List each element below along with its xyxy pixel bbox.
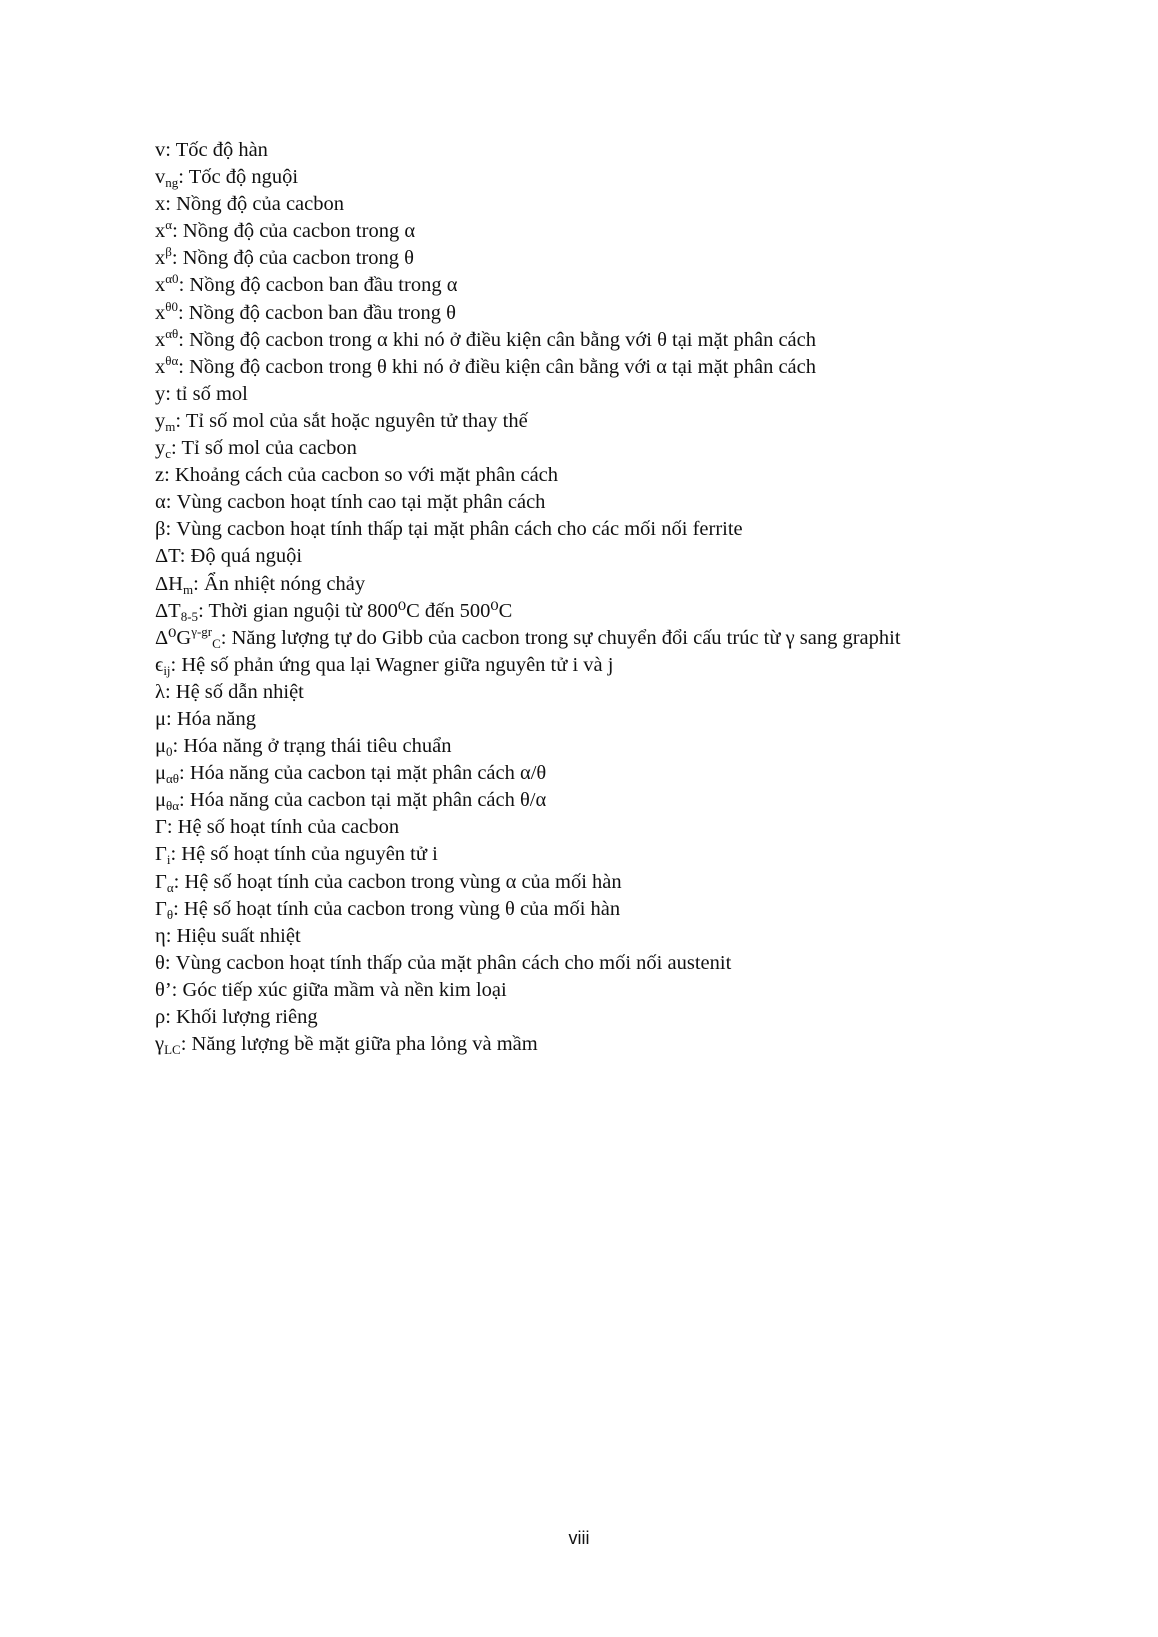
symbol-description: : Ẩn nhiệt nóng chảy xyxy=(193,572,366,595)
symbol-superscript: θα xyxy=(165,352,179,368)
symbol-row xyxy=(155,1004,1105,1031)
symbol-row xyxy=(155,598,1105,625)
symbol-description: : Nồng độ cacbon trong α khi nó ở điều kiện cân bằng với θ tại mặt phân cách xyxy=(178,328,817,351)
symbol-description: : Tỉ số mol của cacbon xyxy=(171,437,357,460)
symbol-description: : Vùng cacbon hoạt tính cao tại mặt phân cách xyxy=(165,491,546,514)
symbol-row xyxy=(155,191,1105,218)
symbol-subscript: C xyxy=(212,635,221,651)
symbol-row xyxy=(155,543,1105,570)
symbol: η xyxy=(155,924,166,947)
symbol: ΔT xyxy=(155,545,180,568)
symbol: Γ xyxy=(155,843,167,866)
symbol-description: : Tỉ số mol của sắt hoặc nguyên tử thay thế xyxy=(175,409,528,432)
symbol: μ xyxy=(155,735,166,758)
symbol-row xyxy=(155,950,1105,977)
symbol-description: : Hóa năng ở trạng thái tiêu chuẩn xyxy=(172,735,452,758)
symbol-row xyxy=(155,516,1105,543)
symbol-row xyxy=(155,760,1105,787)
symbol-row xyxy=(155,679,1105,706)
symbol: Δ⁰G xyxy=(155,626,192,649)
symbol-row xyxy=(155,245,1105,272)
symbol-subscript: ng xyxy=(165,175,179,191)
symbol: x xyxy=(155,220,166,243)
symbol-row xyxy=(155,272,1105,299)
symbol-description: : Nồng độ cacbon ban đầu trong θ xyxy=(177,301,456,324)
symbol-row xyxy=(155,787,1105,814)
symbol: ϵ xyxy=(155,653,164,676)
symbol: x xyxy=(155,328,166,351)
symbol: v xyxy=(155,166,166,189)
symbol-description: : Tốc độ hàn xyxy=(165,139,268,161)
symbol: ΔT xyxy=(155,599,181,622)
symbol: μ xyxy=(155,789,166,812)
symbol: y xyxy=(155,382,166,405)
symbol: Γ xyxy=(155,897,167,920)
symbol-superscript: γ-gr xyxy=(191,623,213,639)
symbol: λ xyxy=(155,680,165,703)
symbol: ρ xyxy=(155,1006,166,1028)
symbol-description: : Hiệu suất nhiệt xyxy=(165,924,301,947)
symbol-description: : Nồng độ cacbon trong θ khi nó ở điều kiện cân bằng với α tại mặt phân cách xyxy=(178,355,817,378)
symbol-description: : Hệ số hoạt tính của nguyên tử i xyxy=(170,843,438,866)
symbol-row xyxy=(155,137,1105,164)
symbol-subscript: ij xyxy=(163,662,171,678)
symbol: θ xyxy=(155,951,165,974)
symbol: x xyxy=(155,193,166,216)
symbol-row xyxy=(155,841,1105,868)
symbol-subscript: i xyxy=(166,852,171,868)
symbol: Γ xyxy=(155,870,167,893)
symbol-description: : Hệ số hoạt tính của cacbon trong vùng θ của mối hàn xyxy=(173,897,621,920)
symbol-subscript: c xyxy=(165,446,172,462)
symbol: x xyxy=(155,355,166,378)
symbol: ΔH xyxy=(155,572,183,595)
symbol: y xyxy=(155,437,166,460)
symbol-row xyxy=(155,218,1105,245)
symbol-row xyxy=(155,652,1105,679)
symbol: α xyxy=(155,491,166,514)
symbol-subscript: θ xyxy=(166,906,174,922)
symbol-description: : Tốc độ nguội xyxy=(178,166,299,189)
symbol-subscript: m xyxy=(165,418,176,434)
symbol-description: : Năng lượng bề mặt giữa pha lỏng và mầm xyxy=(180,1033,538,1056)
symbol-description: : Hóa năng của cacbon tại mặt phân cách θ/α xyxy=(179,789,547,812)
symbol-description: : Hệ số hoạt tính của cacbon xyxy=(166,816,400,839)
symbol-description: : Nồng độ cacbon ban đầu trong α xyxy=(178,274,458,297)
symbol-subscript: αθ xyxy=(166,771,180,787)
symbol-description: : Nồng độ của cacbon trong α xyxy=(172,220,416,243)
symbol-description: : tỉ số mol xyxy=(165,382,248,405)
symbol: γ xyxy=(155,1033,165,1056)
symbol-subscript: m xyxy=(183,581,194,597)
symbol-row xyxy=(155,300,1105,327)
symbol-row xyxy=(155,977,1105,1004)
symbol: x xyxy=(155,301,166,324)
symbol: θ’ xyxy=(155,978,172,1001)
symbol-description: : Nồng độ của cacbon trong θ xyxy=(171,247,414,270)
symbol-description: : Khối lượng riêng xyxy=(165,1006,318,1028)
symbol-row xyxy=(155,869,1105,896)
symbol-subscript: θα xyxy=(166,798,180,814)
symbol-subscript: 8-5 xyxy=(180,608,199,624)
symbol-description: : Hóa năng xyxy=(166,707,256,730)
symbol-description: : Nồng độ của cacbon xyxy=(165,193,344,216)
symbol-row xyxy=(155,462,1105,489)
symbol-description: : Vùng cacbon hoạt tính thấp của mặt phân cách cho mối nối austenit xyxy=(164,951,732,974)
symbol-row xyxy=(155,625,1105,652)
symbol-description: : Hệ số dẫn nhiệt xyxy=(164,680,304,703)
symbol: Γ xyxy=(155,816,167,839)
symbol-superscript: β xyxy=(165,244,172,260)
symbol-superscript: α xyxy=(165,217,173,233)
symbol-description: : Hệ số phản ứng qua lại Wagner giữa nguyên tử i và j xyxy=(170,653,614,676)
symbol-description: : Khoảng cách của cacbon so với mặt phân cách xyxy=(164,464,559,487)
symbol-row xyxy=(155,896,1105,923)
symbol-superscript: θ0 xyxy=(165,298,178,314)
symbol-superscript: αθ xyxy=(165,325,179,341)
symbol-row xyxy=(155,706,1105,733)
symbol-row xyxy=(155,489,1105,516)
symbol-description: : Năng lượng tự do Gibb của cacbon trong sự chuyển đổi cấu trúc từ γ sang graphit xyxy=(220,626,901,649)
symbol-row xyxy=(155,733,1105,760)
symbol-description: : Vùng cacbon hoạt tính thấp tại mặt phân cách cho các mối nối ferrite xyxy=(165,518,743,541)
symbol: μ xyxy=(155,707,166,730)
symbol-row xyxy=(155,381,1105,408)
symbol-subscript: LC xyxy=(164,1042,181,1058)
symbol: β xyxy=(155,518,166,541)
symbol-description: : Góc tiếp xúc giữa mầm và nền kim loại xyxy=(171,978,507,1001)
symbol: x xyxy=(155,274,166,297)
symbol-row xyxy=(155,327,1105,354)
symbol-subscript: 0 xyxy=(166,744,173,760)
symbol-row xyxy=(155,354,1105,381)
symbol: μ xyxy=(155,762,166,785)
symbol: v xyxy=(155,139,166,161)
symbol-superscript: α0 xyxy=(165,271,179,287)
symbol: z xyxy=(155,464,165,487)
symbol-description: : Thời gian nguội từ 800⁰C đến 500⁰C xyxy=(198,599,513,622)
symbol-list xyxy=(155,137,1105,1058)
symbol-row xyxy=(155,435,1105,462)
symbol: x xyxy=(155,247,166,270)
symbol-description: : Hóa năng của cacbon tại mặt phân cách α/θ xyxy=(179,762,547,785)
symbol-row xyxy=(155,1031,1105,1058)
symbol-row xyxy=(155,164,1105,191)
symbol-row xyxy=(155,923,1105,950)
symbol-subscript: α xyxy=(166,879,174,895)
symbol-row xyxy=(155,408,1105,435)
symbol-row xyxy=(155,571,1105,598)
page-number: viii xyxy=(568,1528,590,1548)
symbol-description: : Hệ số hoạt tính của cacbon trong vùng α của mối hàn xyxy=(173,870,622,893)
symbol: y xyxy=(155,409,166,432)
symbol-row xyxy=(155,814,1105,841)
symbol-description: : Độ quá nguội xyxy=(179,545,303,568)
